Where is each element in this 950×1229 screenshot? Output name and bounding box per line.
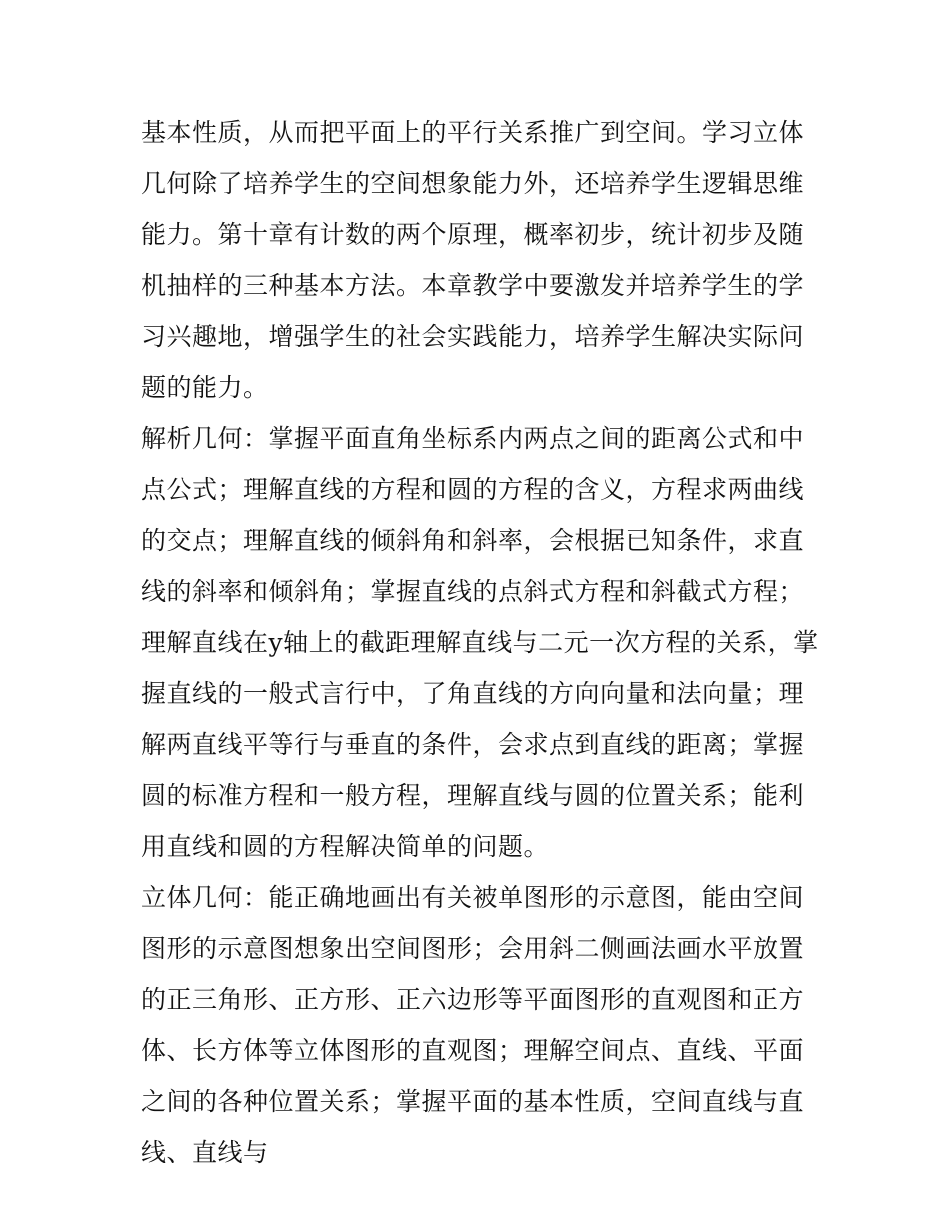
document-body [141,107,821,1178]
paragraph-analytic-geometry: 解析几何：掌握平面直角坐标系内两点之间的距离公式和中点公式；理解直线的方程和圆的方程的含义，方程求两曲线的交点；理解直线的倾斜角和斜率，会根据已知条件，求直线的斜率和倾斜角；掌握直线的点斜式方程和斜截式方程；理解直线在y轴上的截距理解直线与二元一次方程的关系，掌握直线的一般式言行中，了角直线的方向向量和法向量；理解两直线平等行与垂直的条件，会求点到直线的距离；掌握圆的标准方程和一般方程，理解直线与圆的位置关系；能利用直线和圆的方程解决简单的问题。 [141,424,819,861]
paragraph-continuation: 基本性质，从而把平面上的平行关系推广到空间。学习立体几何除了培养学生的空间想象能力外，还培养学生逻辑思维能力。第十章有计数的两个原理，概率初步，统计初步及随机抽样的三种基本方法。本章教学中要激发并培养学生的学习兴趣地，增强学生的社会实践能力，培养学生解决实际问题的能力。 [141,118,805,402]
paragraph-solid-geometry: 立体几何：能正确地画出有关被单图形的示意图，能由空间图形的示意图想象出空间图形；会用斜二侧画法画水平放置的正三角形、正方形、正六边形等平面图形的直观图和正方体、长方体等立体图形的直观图；理解空间点、直线、平面之间的各种位置关系；掌握平面的基本性质，空间直线与直线、直线与 [141,883,805,1167]
